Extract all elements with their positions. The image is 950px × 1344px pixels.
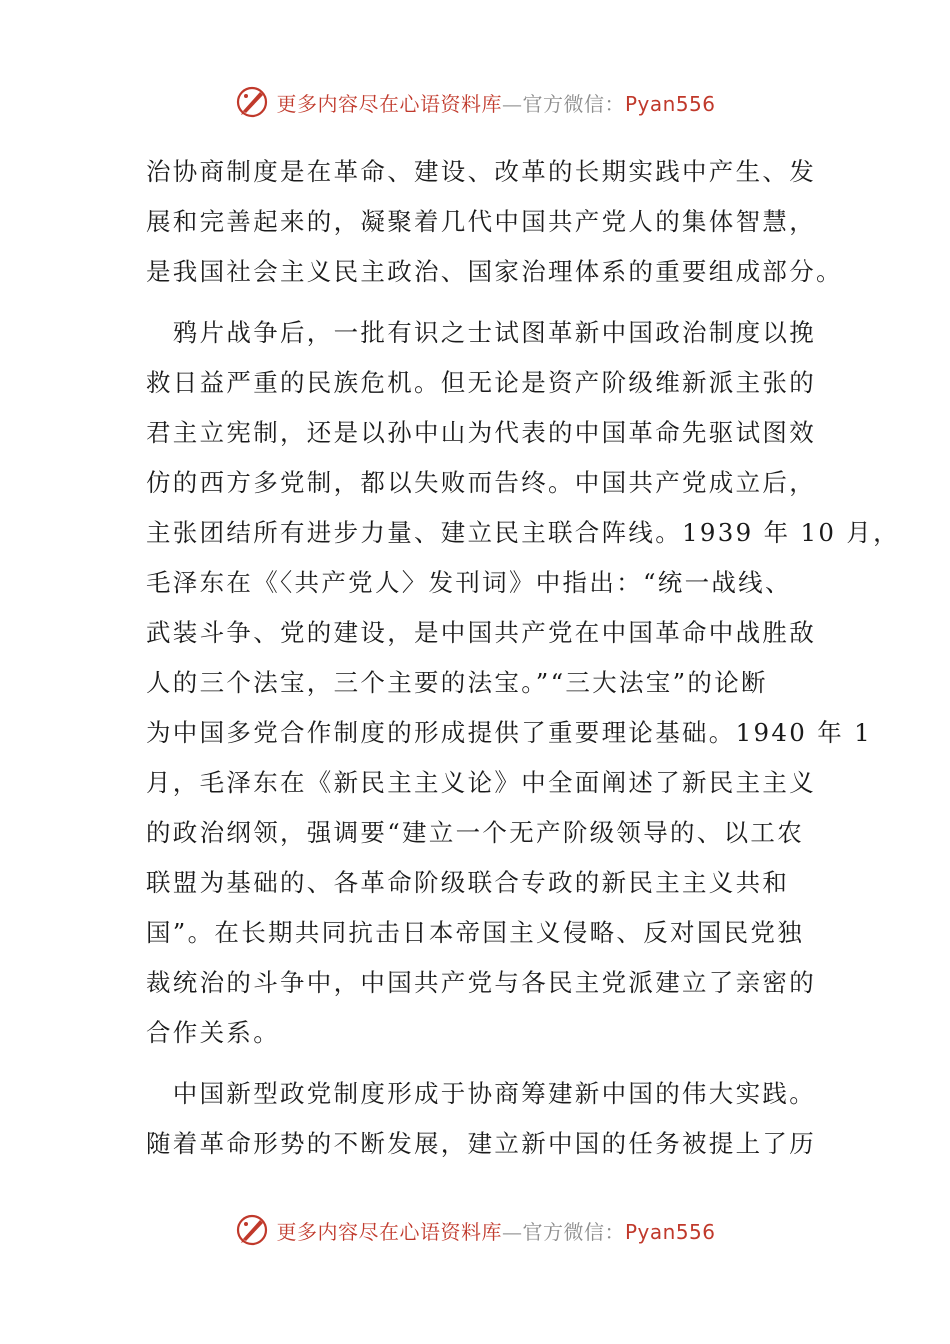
text-line: 君主立宪制，还是以孙中山为代表的中国革命先驱试图效 xyxy=(146,418,816,447)
quill-pen-seal-icon xyxy=(234,1212,270,1248)
text-line: 月，毛泽东在《新民主主义论》中全面阐述了新民主主义 xyxy=(146,768,816,797)
document-body xyxy=(146,147,900,1169)
text-line: 仿的西方多党制，都以失败而告终。中国共产党成立后， xyxy=(146,468,816,497)
banner-main-text: 更多内容尽在心语资料库 xyxy=(276,1219,502,1244)
header-banner xyxy=(0,82,950,122)
banner-wechat-label: 官方微信： xyxy=(522,1219,625,1244)
text-line: 的政治纲领，强调要“建立一个无产阶级领导的、以工农 xyxy=(146,818,805,847)
footer-banner xyxy=(0,1210,950,1250)
banner-main-text: 更多内容尽在心语资料库 xyxy=(276,91,502,116)
quill-pen-seal-icon xyxy=(234,84,270,120)
footer-banner-text xyxy=(276,1216,715,1245)
header-banner-text xyxy=(276,88,715,117)
text-line: 治协商制度是在革命、建设、改革的长期实践中产生、发 xyxy=(146,157,816,186)
paragraph-2 xyxy=(146,308,900,1058)
text-line: 是我国社会主义民主政治、国家治理体系的重要组成部分。 xyxy=(146,257,843,286)
banner-wechat-id: Pyan556 xyxy=(624,91,716,116)
text-line: 武装斗争、党的建设，是中国共产党在中国革命中战胜敌 xyxy=(146,618,816,647)
text-line: 随着革命形势的不断发展，建立新中国的任务被提上了历 xyxy=(146,1129,816,1158)
footer-banner-inner xyxy=(234,1212,715,1248)
paragraph-1 xyxy=(146,147,843,297)
text-line: 裁统治的斗争中，中国共产党与各民主党派建立了亲密的 xyxy=(146,968,816,997)
text-line: 展和完善起来的，凝聚着几代中国共产党人的集体智慧， xyxy=(146,207,816,236)
paragraph-3 xyxy=(146,1069,816,1169)
banner-dash: — xyxy=(501,91,523,116)
banner-wechat-id: Pyan556 xyxy=(624,1219,716,1244)
text-line: 毛泽东在《〈共产党人〉发刊词》中指出：“统一战线、 xyxy=(146,568,792,597)
text-line: 为中国多党合作制度的形成提供了重要理论基础。1940 年 1 xyxy=(146,718,873,747)
text-line: 鸦片战争后，一批有识之士试图革新中国政治制度以挽 xyxy=(146,318,816,347)
text-line: 合作关系。 xyxy=(146,1018,280,1047)
text-line: 救日益严重的民族危机。但无论是资产阶级维新派主张的 xyxy=(146,368,816,397)
text-line: 主张团结所有进步力量、建立民主联合阵线。1939 年 10 月， xyxy=(146,518,900,547)
text-line: 国”。在长期共同抗击日本帝国主义侵略、反对国民党独 xyxy=(146,918,805,947)
text-line: 人的三个法宝，三个主要的法宝。”“三大法宝”的论断 xyxy=(146,668,768,697)
banner-wechat-label: 官方微信： xyxy=(522,91,625,116)
text-line: 联盟为基础的、各革命阶级联合专政的新民主主义共和 xyxy=(146,868,790,897)
header-banner-inner xyxy=(234,84,715,120)
banner-dash: — xyxy=(501,1219,523,1244)
text-line: 中国新型政党制度形成于协商筹建新中国的伟大实践。 xyxy=(146,1079,816,1108)
